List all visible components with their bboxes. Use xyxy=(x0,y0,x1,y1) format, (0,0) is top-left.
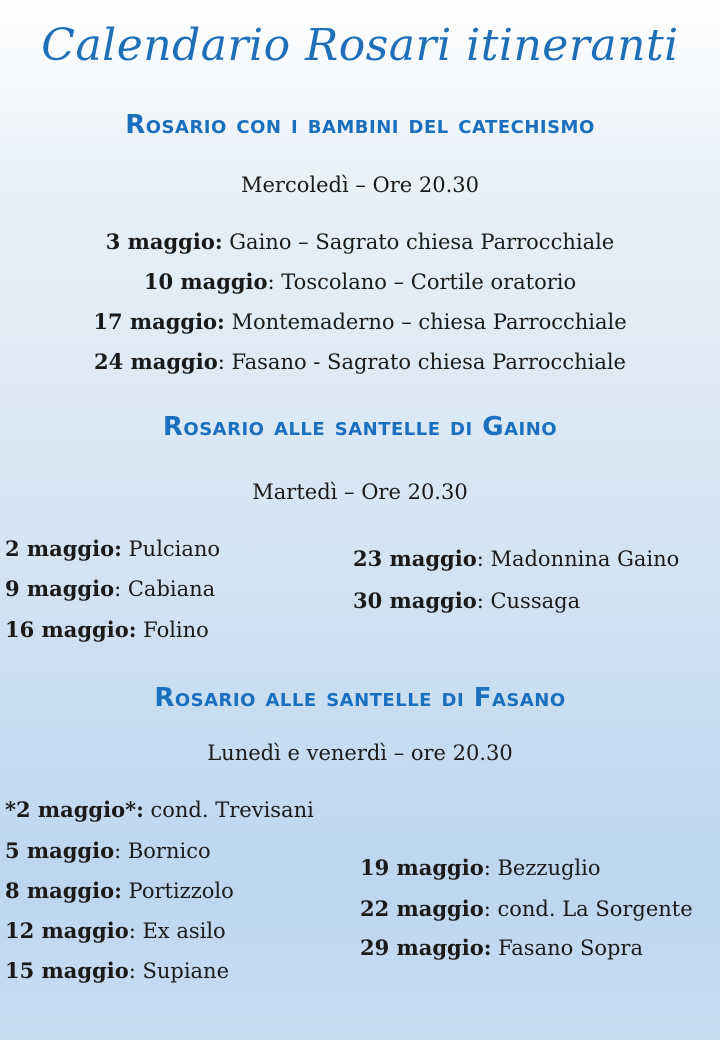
item-date: *2 maggio*: xyxy=(5,797,144,822)
item-date: 22 maggio xyxy=(360,896,484,921)
item-place: : Cabiana xyxy=(114,577,216,601)
item-place: : Madonnina Gaino xyxy=(476,547,680,571)
schedule-fasano: Lunedì e venerdì – ore 20.30 xyxy=(207,741,513,765)
item-place: : Supiane xyxy=(128,959,230,983)
section-heading-catechismo: Rosario con i bambini del catechismo xyxy=(125,110,595,140)
list-item xyxy=(5,878,234,903)
list-item xyxy=(360,896,693,921)
item-place: : Toscolano – Cortile oratorio xyxy=(267,270,577,294)
list-item xyxy=(360,855,601,880)
item-place: Portizzolo xyxy=(121,879,234,903)
list-item xyxy=(0,269,720,294)
item-place: Montemaderno – chiesa Parrocchiale xyxy=(224,310,627,334)
list-item xyxy=(5,838,211,863)
section-heading-gaino: Rosario alle santelle di Gaino xyxy=(162,412,558,442)
list-item xyxy=(360,935,643,960)
page-title: Calendario Rosari itineranti xyxy=(41,20,679,71)
item-place: : Ex asilo xyxy=(128,919,226,943)
item-date: 15 maggio xyxy=(5,958,129,983)
item-place: Gaino – Sagrato chiesa Parrocchiale xyxy=(222,230,615,254)
item-date: 9 maggio xyxy=(5,576,115,601)
list-item xyxy=(353,546,679,571)
item-date: 5 maggio xyxy=(5,838,115,863)
item-place: cond. Trevisani xyxy=(143,798,314,822)
list-item xyxy=(0,349,720,374)
item-place: Fasano Sopra xyxy=(491,936,643,960)
item-date: 29 maggio: xyxy=(360,935,492,960)
item-place: : Bornico xyxy=(114,839,211,863)
item-date: 12 maggio xyxy=(5,918,129,943)
item-place: Folino xyxy=(136,618,209,642)
list-item xyxy=(5,918,226,943)
item-date: 10 maggio xyxy=(143,269,268,294)
item-place: : Cussaga xyxy=(476,589,581,613)
item-date: 30 maggio xyxy=(353,588,477,613)
list-item xyxy=(0,309,720,334)
item-place: Pulciano xyxy=(121,537,221,561)
list-item xyxy=(353,588,580,613)
item-date: 24 maggio xyxy=(94,349,218,374)
item-date: 16 maggio: xyxy=(5,617,137,642)
schedule-catechismo: Mercoledì – Ore 20.30 xyxy=(240,173,479,197)
item-date: 8 maggio: xyxy=(5,878,122,903)
list-item xyxy=(5,617,209,642)
item-place: : Bezzuglio xyxy=(483,856,601,880)
list-item xyxy=(5,797,314,822)
schedule-gaino: Martedì – Ore 20.30 xyxy=(252,480,468,504)
item-date: 2 maggio: xyxy=(5,536,122,561)
item-date: 3 maggio: xyxy=(105,229,223,254)
item-date: 17 maggio: xyxy=(93,309,225,334)
list-item xyxy=(5,958,229,983)
item-date: 23 maggio xyxy=(353,546,477,571)
list-item xyxy=(5,536,220,561)
item-date: 19 maggio xyxy=(360,855,484,880)
item-place: : Fasano - Sagrato chiesa Parrocchiale xyxy=(217,350,626,374)
list-item xyxy=(0,229,720,254)
item-place: : cond. La Sorgente xyxy=(483,897,693,921)
list-item xyxy=(5,576,215,601)
section-heading-fasano: Rosario alle santelle di Fasano xyxy=(154,683,566,713)
